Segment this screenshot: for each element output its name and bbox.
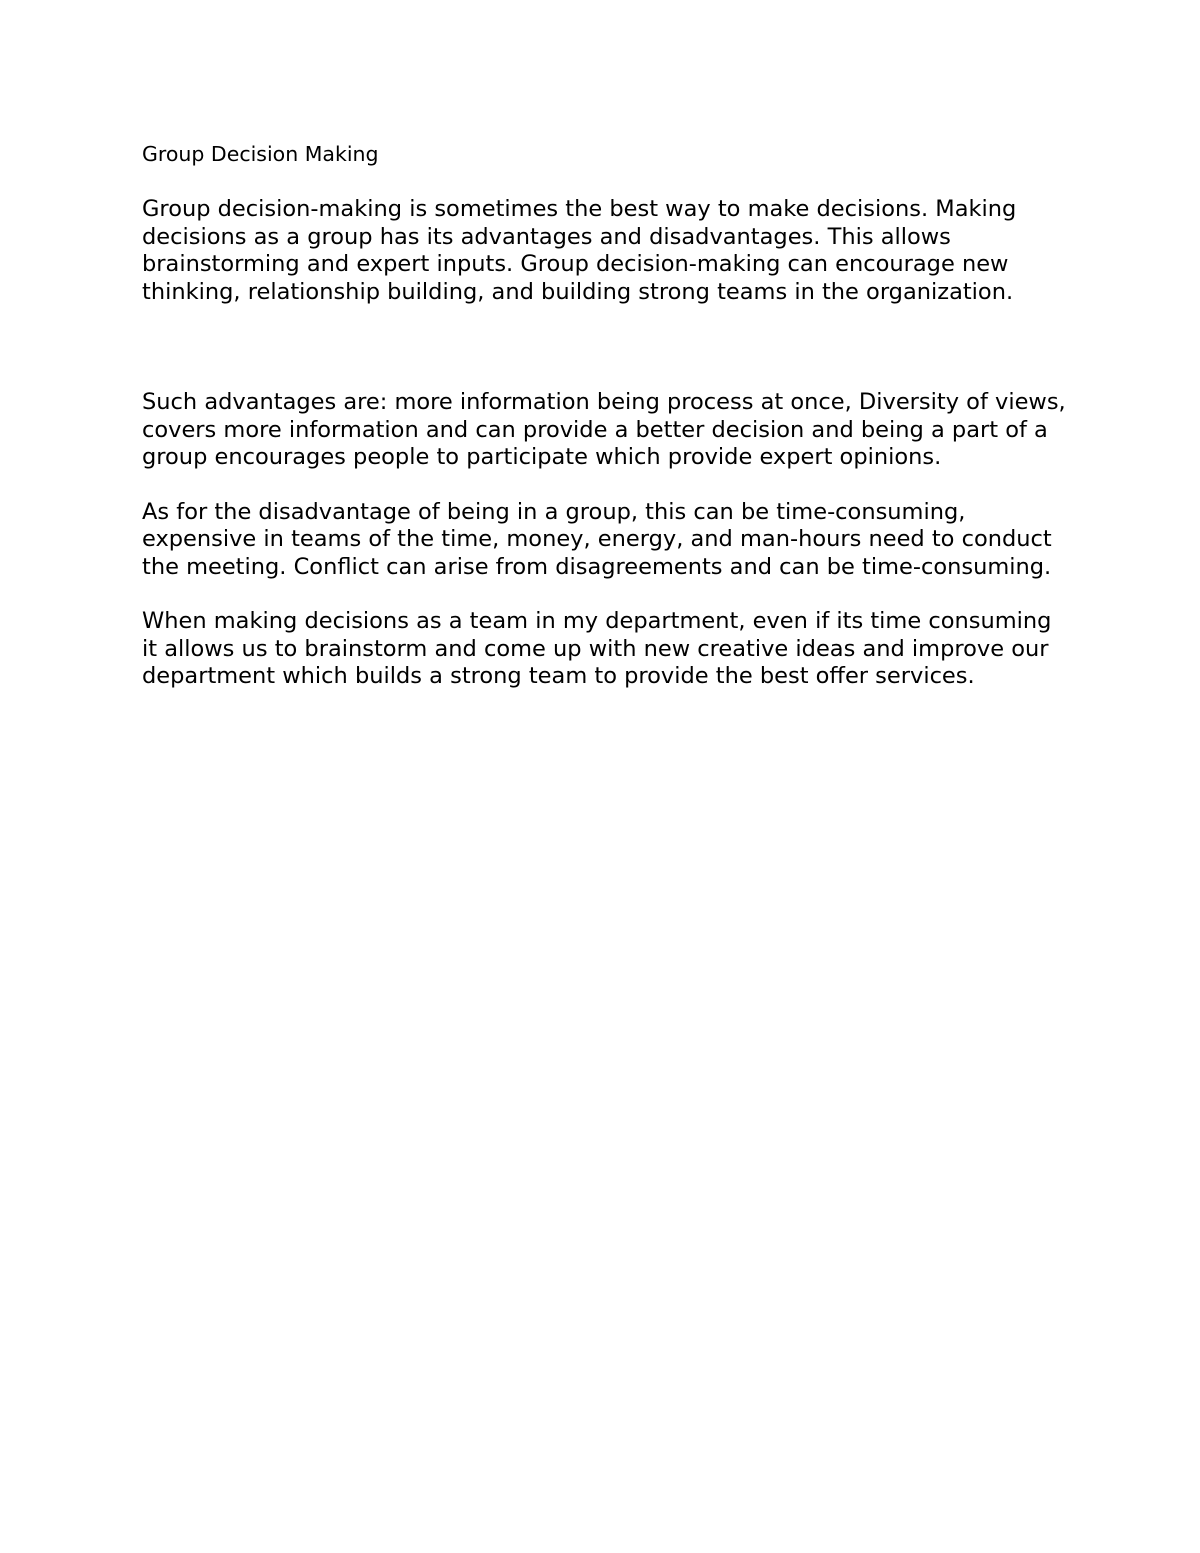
document-body bbox=[142, 138, 1072, 691]
paragraph-intro: Group decision-making is sometimes the best way to make decisions. Making decisions as a group has its advantages and disadvantages. This allows brainstorming and expert inputs. Group decision-making can encourage new thinking, relationship building, and building strong teams in the organization. bbox=[142, 196, 1017, 305]
paragraph-conclusion: When making decisions as a team in my department, even if its time consuming it allows us to brainstorm and come up with new creative ideas and improve our department which builds a strong team to provide the best offer services. bbox=[142, 608, 1052, 689]
paragraph-disadvantages: As for the disadvantage of being in a group, this can be time-consuming, expensive in teams of the time, money, energy, and man-hours need to conduct the meeting. Conflict can arise from disagreements and can be time-consuming. bbox=[142, 498, 1052, 580]
document-title: Group Decision Making bbox=[142, 142, 379, 166]
paragraph-advantages: Such advantages are: more information being process at once, Diversity of views, covers more information and can provide a better decision and being a part of a group encourages people to participate which provide expert opinions. bbox=[142, 389, 1066, 470]
